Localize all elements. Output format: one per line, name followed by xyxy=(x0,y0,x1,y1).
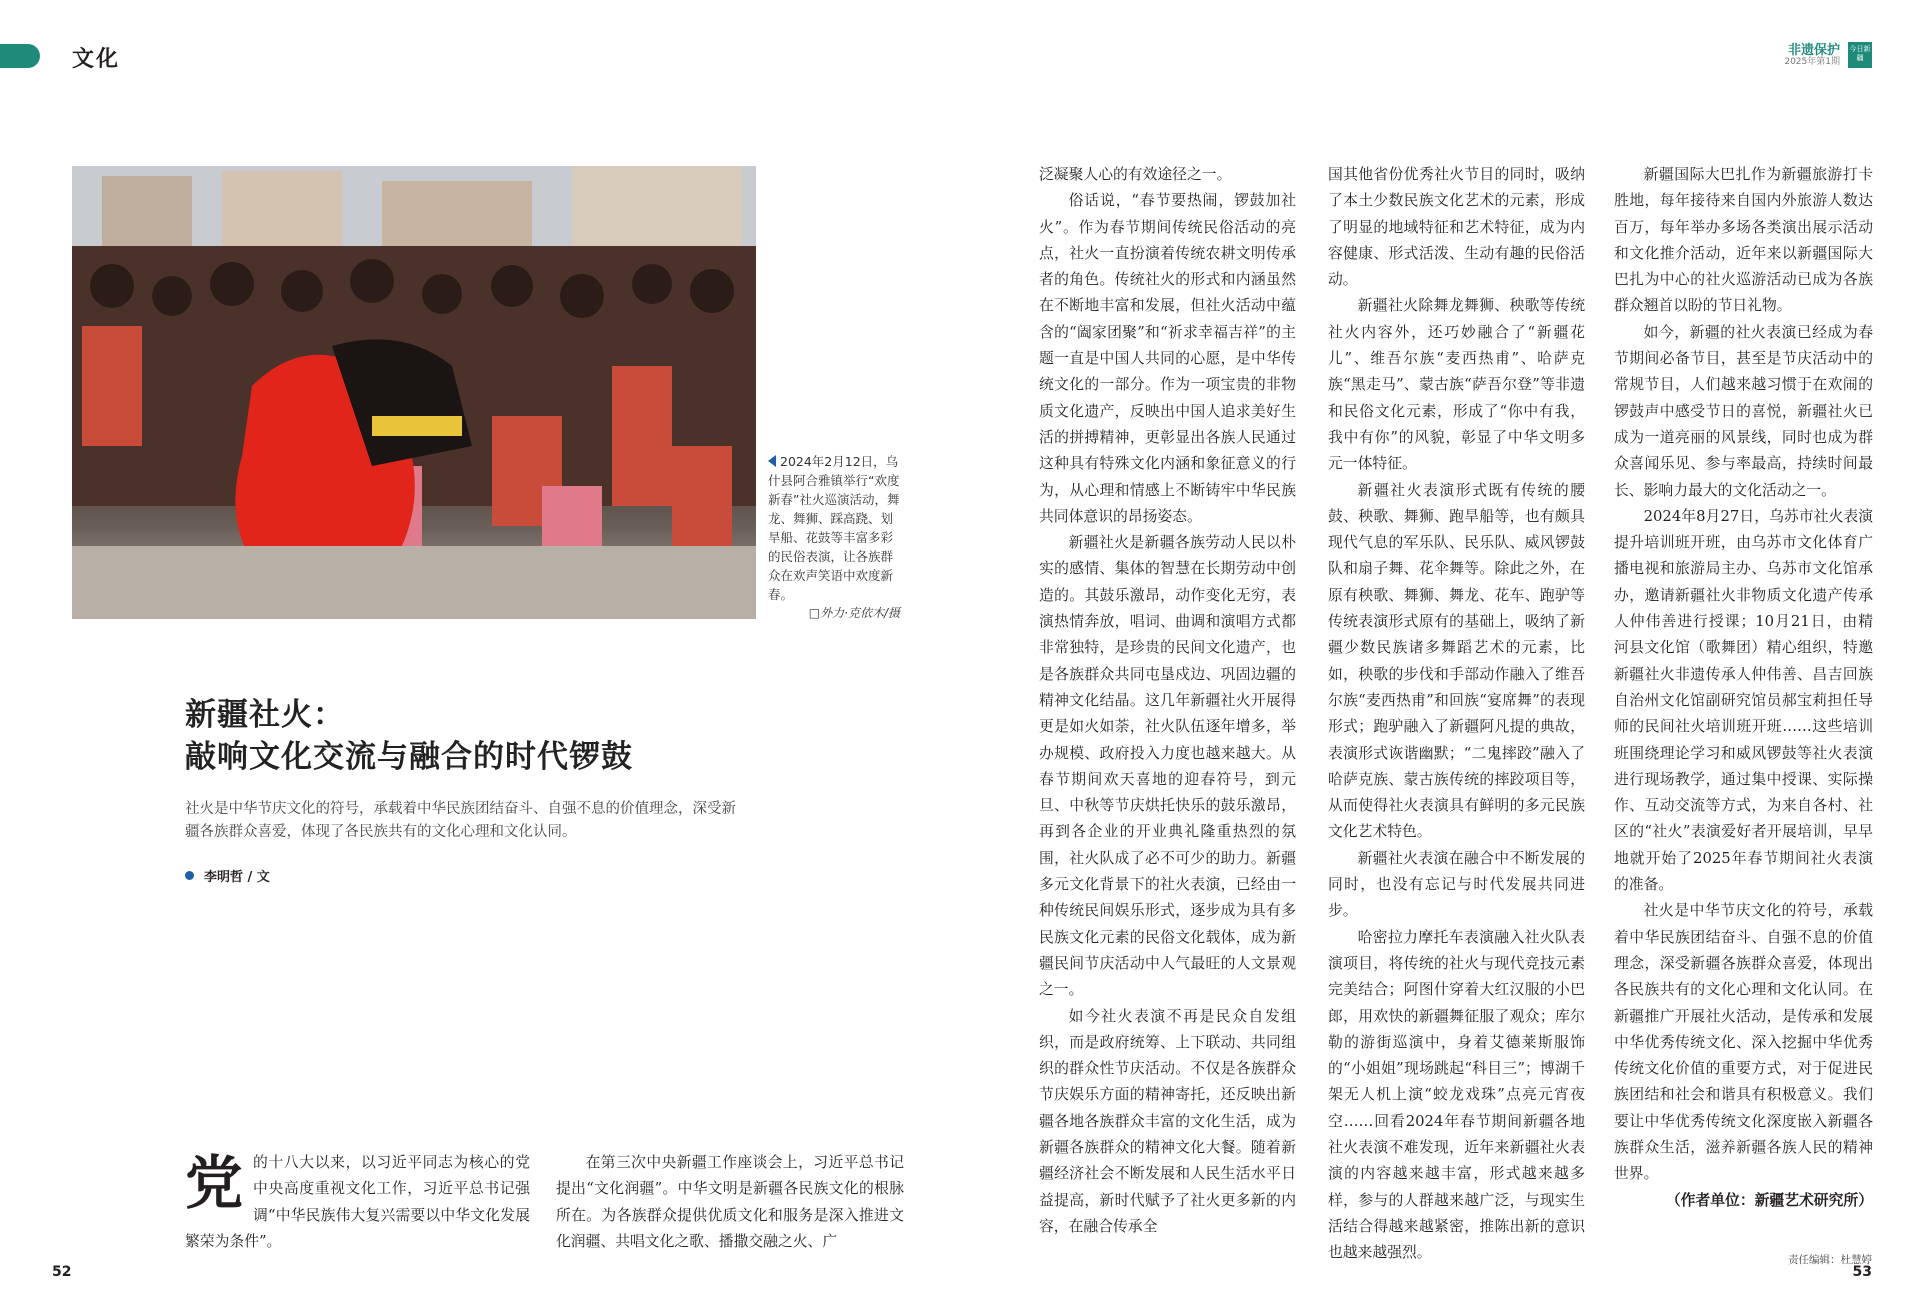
paragraph: 的十八大以来，以习近平同志为核心的党中央高度重视文化工作，习近平总书记强调“中华民族伟大复兴需要以中华文化发展繁荣为条件”。 xyxy=(185,1154,530,1250)
magazine-logo: 今日新疆 xyxy=(1848,42,1872,68)
photo-credit: □外力·克依木/摄 xyxy=(808,606,900,620)
photo-caption: 2024年2月12日，乌什县阿合雅镇举行“欢度新春”社火巡演活动，舞龙、舞狮、踩高跷、划旱船、花鼓等丰富多彩的民俗表演，让各族群众在欢声笑语中欢度新春。 xyxy=(768,454,900,602)
paragraph: 泛凝聚人心的有效途径之一。 xyxy=(1039,166,1232,183)
body-column-1 xyxy=(185,1150,530,1255)
magazine-name: 非遗保护 xyxy=(1787,43,1840,58)
paragraph: 如今社火表演不再是民众自发组织，而是政府统筹、上下联动、共同组织的群众性节庆活动。不仅是各族群众节庆娱乐方面的精神寄托，还反映出新疆各地各族群众丰富的文化生活，成为新疆各族群众的精神文化大餐。随着新疆经济社会不断发展和人民生活水平日益提高，新时代赋予了社火更多新的内容，在融合传承全 xyxy=(1039,1007,1296,1235)
paragraph: 新疆社火表演形式既有传统的腰鼓、秧歌、舞狮、跑旱船等，也有颇具现代气息的军乐队、民乐队、威风锣鼓队和扇子舞、花伞舞等。除此之外，在原有秧歌、舞狮、舞龙、花车、跑驴等传统表演形式原有的基础上，吸纳了新疆少数民族诸多舞蹈艺术的元素，比如，秧歌的步伐和手部动作融入了维吾尔族“麦西热甫”和回族“宴席舞”的表现形式；跑驴融入了新疆阿凡提的典故，表演形式诙谐幽默；“二鬼摔跤”融入了哈萨克族、蒙古族传统的摔跤项目等，从而使得社火表演具有鲜明的多元民族文化艺术特色。 xyxy=(1328,481,1585,841)
paragraph: 在第三次中央新疆工作座谈会上，习近平总书记提出“文化润疆”。中华文明是新疆各民族文化的根脉所在。为各族群众提供优质文化和服务是深入推进文化润疆、共唱文化之歌、播撒交融之火、广 xyxy=(556,1154,904,1250)
page-number-left: 52 xyxy=(52,1264,72,1280)
body-column-4 xyxy=(1328,162,1585,1266)
body-column-2 xyxy=(556,1150,904,1255)
paragraph: 如今，新疆的社火表演已经成为春节期间必备节目，甚至是节庆活动中的常规节目，人们越来越习惯于在欢闹的锣鼓声中感受节日的喜悦，新疆社火已成为一道亮丽的风景线，同时也成为群众喜闻乐见、参与率最高，持续时间最长、影响力最大的文化活动之一。 xyxy=(1614,323,1873,499)
body-column-3 xyxy=(1039,162,1296,1240)
article-title xyxy=(185,694,633,778)
caption-arrow-icon xyxy=(768,455,776,467)
paragraph: 新疆社火除舞龙舞狮、秧歌等传统社火内容外，还巧妙融合了“新疆花儿”、维吾尔族“麦西热甫”、哈萨克族“黑走马”、蒙古族“萨吾尔登”等非遗和民俗文化元素，形成了“你中有我，我中有你”的风貌，彰显了中华文明多元一体特征。 xyxy=(1328,297,1585,473)
author-affiliation: （作者单位：新疆艺术研究所） xyxy=(1665,1191,1873,1209)
title-line-2: 敲响文化交流与融合的时代锣鼓 xyxy=(185,739,633,775)
section-label: 文化 xyxy=(72,47,121,72)
magazine-issue: 2025年第1期 xyxy=(1784,57,1840,68)
paragraph: 2024年8月27日，乌苏市社火表演提升培训班开班，由乌苏市文化体育广播电视和旅游局主办、乌苏市文化馆承办，邀请新疆社火非物质文化遗产传承人仲伟善进行授课；10月21日，由精河县文化馆（歌舞团）精心组织，特邀新疆社火非遗传承人仲伟善、昌吉回族自治州文化馆副研究馆员郝宝莉担任导师的民间社火培训班开班……这些培训班围绕理论学习和威风锣鼓等社火表演进行现场教学，通过集中授课、实际操作、互动交流等方式，为来自各村、社区的“社火”表演爱好者开展培训，早早地就开始了2025年春节期间社火表演的准备。 xyxy=(1614,507,1873,894)
paragraph: 哈密拉力摩托车表演融入社火队表演项目，将传统的社火与现代竞技元素完美结合；阿图什穿着大红汉服的小巴郎，用欢快的新疆舞征服了观众；库尔勒的游街巡演中，身着艾德莱斯服饰的“小姐姐”现场跳起“科目三”；博湖千架无人机上演“蛟龙戏珠”点亮元宵夜空……回看2024年春节期间新疆各地社火表演不难发现，近年来新疆社火表演的内容越来越丰富，形式越来越多样，参与的人群越来越广泛，与现实生活结合得越来越紧密，推陈出新的意识也越来越强烈。 xyxy=(1328,928,1585,1262)
paragraph: 新疆社火是新疆各族劳动人民以朴实的感情、集体的智慧在长期劳动中创造的。其鼓乐激昂，动作变化无穷，表演热情奔放，唱词、曲调和演唱方式都非常独特，是珍贵的民间文化遗产，也是各族群众共同屯垦戍边、巩固边疆的精神文化结晶。这几年新疆社火开展得更是如火如荼，社火队伍逐年增多，举办规模、政府投入力度也越来越大。从春节期间欢天喜地的迎春符号，到元旦、中秋等节庆烘托快乐的鼓乐激昂，再到各企业的开业典礼隆重热烈的氛围，社火队成了必不可少的助力。新疆多元文化背景下的社火表演，已经由一种传统民间娱乐形式，逐步成为具有多民族文化元素的民俗文化载体，成为新疆民间节庆活动中人气最旺的人文景观之一。 xyxy=(1039,534,1296,999)
responsible-editor: 责任编辑：杜慧婷 xyxy=(1788,1254,1872,1266)
byline-dot-icon xyxy=(185,871,194,880)
drop-cap: 党 xyxy=(185,1149,244,1217)
body-column-5 xyxy=(1614,162,1873,1214)
article-photo xyxy=(72,166,756,619)
paragraph: 新疆社火表演在融合中不断发展的同时，也没有忘记与时代发展共同进步。 xyxy=(1328,849,1585,920)
author-name: 李明哲 / 文 xyxy=(204,870,270,885)
article-summary: 社火是中华节庆文化的符号，承载着中华民族团结奋斗、自强不息的价值理念，深受新疆各族群众喜爱，体现了各民族共有的文化心理和文化认同。 xyxy=(185,801,736,840)
paragraph: 社火是中华节庆文化的符号，承载着中华民族团结奋斗、自强不息的价值理念，深受新疆各族群众喜爱，体现出各民族共有的文化心理和文化认同。在新疆推广开展社火活动，是传承和发展中华优秀传统文化、深入挖掘中华优秀传统文化价值的重要方式，对于促进民族团结和社会和谐具有积极意义。我们要让中华优秀传统文化深度嵌入新疆各族群众生活，滋养新疆各族人民的精神世界。 xyxy=(1614,902,1873,1183)
author-byline xyxy=(185,866,270,885)
paragraph: 国其他省份优秀社火节目的同时，吸纳了本土少数民族文化艺术的元素，形成了明显的地域特征和艺术特征，成为内容健康、形式活泼、生动有趣的民俗活动。 xyxy=(1328,166,1585,289)
paragraph: 俗话说，“春节要热闹，锣鼓加社火”。作为春节期间传统民俗活动的亮点，社火一直扮演着传统农耕文明传承者的角色。传统社火的形式和内涵虽然在不断地丰富和发展，但社火活动中蕴含的“阖家团聚”和“祈求幸福吉祥”的主题一直是中国人共同的心愿，是中华传统文化的一部分。作为一项宝贵的非物质文化遗产，反映出中国人追求美好生活的拼搏精神，更彰显出各族人民通过这种具有特殊文化内涵和象征意义的行为，从心理和情感上不断铸牢中华民族共同体意识的昂扬姿态。 xyxy=(1039,192,1296,525)
paragraph: 新疆国际大巴扎作为新疆旅游打卡胜地，每年接待来自国内外旅游人数达百万，每年举办多场各类演出展示活动和文化推介活动，近年来以新疆国际大巴扎为中心的社火巡游活动已成为各族群众翘首以盼的节日礼物。 xyxy=(1614,166,1873,315)
photo-illustration xyxy=(72,166,756,619)
section-tab-marker xyxy=(0,44,40,68)
title-line-1: 新疆社火： xyxy=(185,697,345,733)
page-number-right: 53 xyxy=(1852,1264,1872,1280)
magazine-brand xyxy=(1784,44,1840,68)
